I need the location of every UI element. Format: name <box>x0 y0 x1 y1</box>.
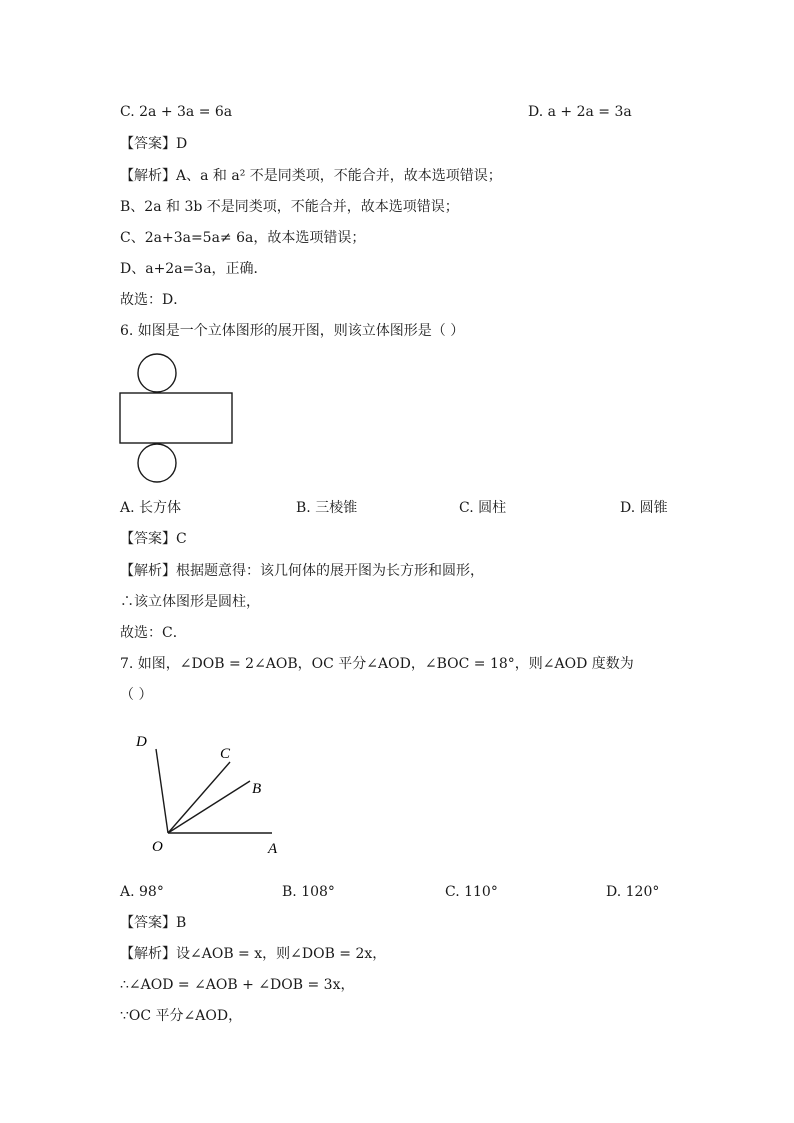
q7-angle-figure <box>130 725 290 860</box>
q7-option-c: C. 110° <box>445 884 498 900</box>
q6-option-c: C. 圆柱 <box>459 500 507 516</box>
q7-analysis-line-1: 【解析】设∠AOB = x，则∠DOB = 2x， <box>120 946 387 962</box>
q5-option-d: D. a + 2a = 3a <box>528 104 632 120</box>
q6-option-a: A. 长方体 <box>120 500 182 516</box>
q6-analysis-line-2: ∴该立体图形是圆柱， <box>120 594 260 610</box>
q7-analysis-line-3: ∵OC 平分∠AOD， <box>120 1008 243 1024</box>
q5-analysis-line-1: 【解析】A、a 和 a² 不是同类项，不能合并，故本选项错误； <box>120 168 502 184</box>
q7-option-a: A. 98° <box>120 884 164 900</box>
q7-label-d: D <box>136 734 147 750</box>
q5-analysis-line-5: 故选：D． <box>120 292 188 308</box>
q5-answer: 【答案】D <box>120 136 188 152</box>
q5-analysis-line-4: D、a+2a=3a，正确． <box>120 261 268 277</box>
q6-analysis-line-3: 故选：C． <box>120 625 187 641</box>
q6-option-d: D. 圆锥 <box>620 500 668 516</box>
q7-label-a: A <box>268 841 278 857</box>
q7-analysis-line-2: ∴∠AOD = ∠AOB + ∠DOB = 3x， <box>120 977 355 993</box>
q7-answer: 【答案】B <box>120 915 187 931</box>
q5-analysis-line-3: C、2a+3a=5a≠ 6a，故本选项错误； <box>120 230 366 246</box>
q7-question: 7. 如图，∠DOB = 2∠AOB，OC 平分∠AOD，∠BOC = 18°，则∠AOD 度数为 <box>120 656 634 672</box>
q6-rectangle <box>120 393 232 443</box>
q6-question: 6. 如图是一个立体图形的展开图，则该立体图形是（ ） <box>120 323 465 339</box>
q6-analysis-line-1: 【解析】根据题意得：该几何体的展开图为长方形和圆形， <box>120 563 484 579</box>
q7-option-b: B. 108° <box>282 884 335 900</box>
q7-ray-oc <box>168 762 230 833</box>
q7-blank: （ ） <box>120 687 153 703</box>
q7-ray-od <box>156 749 168 833</box>
q6-answer: 【答案】C <box>120 531 187 547</box>
q6-bottom-circle <box>138 444 176 482</box>
q7-option-d: D. 120° <box>606 884 660 900</box>
q5-analysis-line-2: B、2a 和 3b 不是同类项，不能合并，故本选项错误； <box>120 199 459 215</box>
q5-option-c: C. 2a + 3a = 6a <box>120 104 233 120</box>
q7-label-c: C <box>220 746 231 762</box>
q7-label-o: O <box>152 839 163 855</box>
q7-ray-ob <box>168 781 250 833</box>
q6-option-b: B. 三棱锥 <box>296 500 358 516</box>
q6-top-circle <box>138 354 176 392</box>
q7-label-b: B <box>252 781 262 797</box>
q6-net-figure <box>118 352 238 488</box>
